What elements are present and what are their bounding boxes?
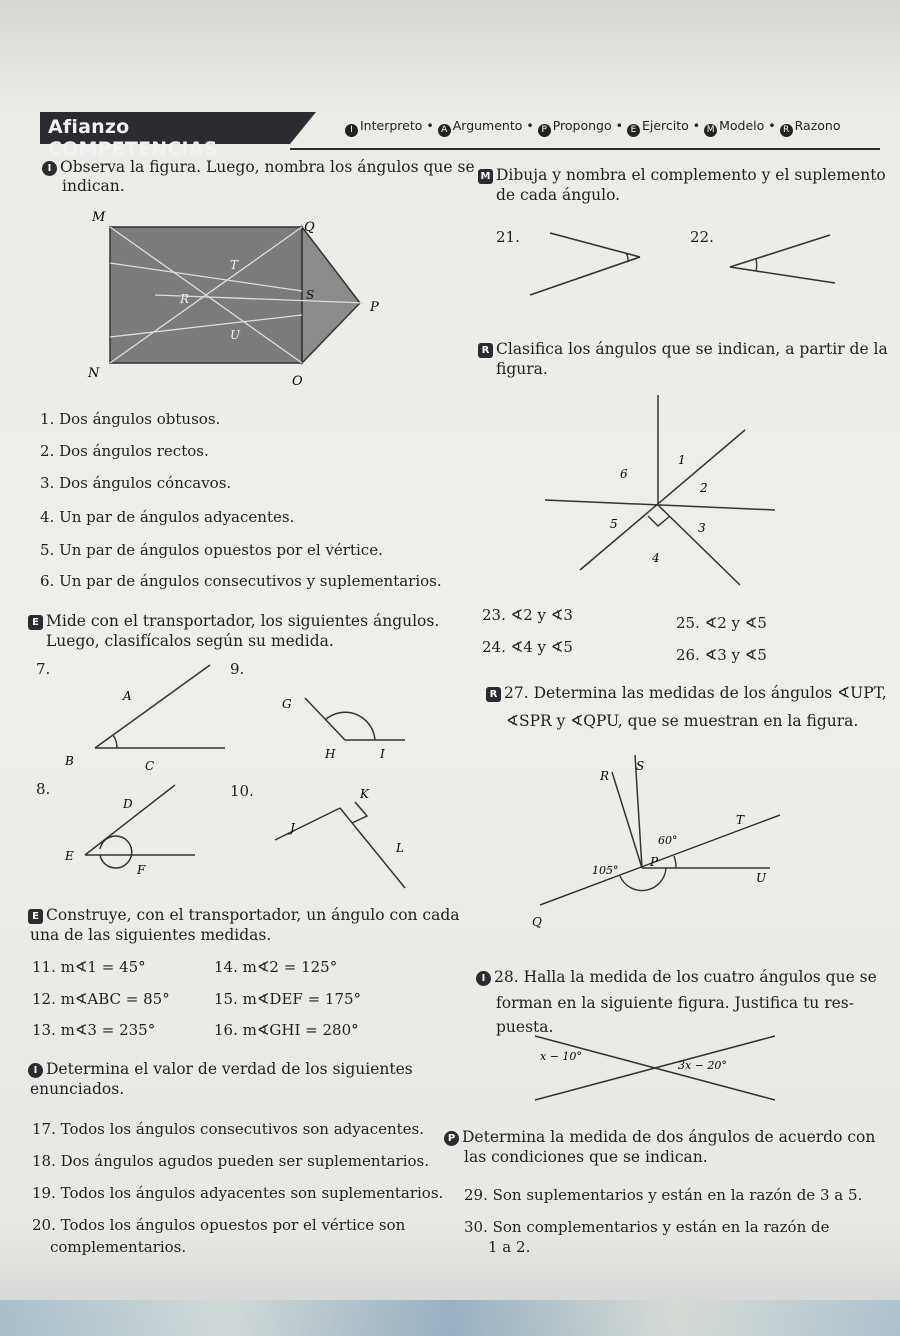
exercise-item: 23. ∢2 y ∢3 [482,606,573,624]
point-label: R [180,292,190,306]
exercise-item: 17. Todos los ángulos consecutivos son adyacentes. [32,1120,424,1138]
exercise-number: 7. [36,660,51,678]
skill-label: Interpreto [360,118,423,133]
instruction-text: Determina la medida de dos ángulos de acuerdo con [462,1128,876,1146]
exercise-item: 29. Son suplementarios y están en la razón de 3 a 5. [464,1186,863,1204]
exercise-number: 9. [230,660,245,678]
point-label: S [636,759,645,773]
propongo-badge-icon: P [444,1131,459,1146]
exercise-number: 22. [690,228,714,246]
instruction-text: las condiciones que se indican. [464,1148,708,1166]
angle-label: 1 [678,453,686,467]
instruction-text: Clasifica los ángulos que se indican, a partir de la [496,340,888,358]
angle-figure-8 [55,780,205,880]
exercise-item: 15. m∢DEF = 175° [214,990,362,1008]
skill-label: Ejercito [641,118,689,133]
instruction-text: Dibuja y nombra el complemento y el suplemento [496,166,886,184]
exercise-item: 4. Un par de ángulos adyacentes. [40,508,295,526]
point-label: P [370,300,379,315]
angle-label: 3 [698,521,706,535]
interpreto-badge-icon: I [476,971,491,986]
skill-badge-icon: A [438,124,451,137]
exercise-item: 25. ∢2 y ∢5 [676,614,767,632]
exercise-item: 16. m∢GHI = 280° [214,1021,359,1039]
exercise-instruction [42,158,475,176]
angle-figure-22 [720,225,840,295]
exercise-number: 8. [36,780,51,798]
exercise-instruction [486,684,887,702]
instruction-text: 27. Determina las medidas de los ángulos ∢UPT, [504,684,887,702]
modelo-badge-icon: M [478,169,493,184]
skill-label: Propongo [552,118,612,133]
exercise-item: 26. ∢3 y ∢5 [676,646,767,664]
exercise-item: 30. Son complementarios y están en la razón de [464,1218,830,1236]
exercise-item: 1. Dos ángulos obtusos. [40,410,221,428]
skill-badge-icon: P [538,124,551,137]
skill-label: Razono [794,118,841,133]
skill-badge-icon: M [704,124,717,137]
point-label: U [756,871,767,885]
exercise-number: 21. [496,228,520,246]
point-label: T [736,813,745,827]
ejercito-badge-icon: E [28,909,43,924]
instruction-text: Mide con el transportador, los siguientes ángulos. [46,612,440,630]
instruction-text: forman en la siguiente figura. Justifica tu res- [496,994,854,1012]
angle-label: 2 [700,481,708,495]
exercise-item: 14. m∢2 = 125° [214,958,338,976]
skills-legend: I Interpreto • A Argumento • P Propongo • E Ejercito • M Modelo • R Razono [345,118,841,137]
point-label: G [282,697,292,711]
point-label: N [88,366,100,381]
exercise-instruction [476,968,877,986]
angle-figure-21 [528,225,668,305]
angle-figure-9 [270,670,410,770]
instruction-text: Construye, con el transportador, un ángulo con cada [46,906,460,924]
angles-figure-23-26 [540,390,780,600]
instruction-text: una de las siguientes medidas. [30,926,272,944]
angle-figure-7 [55,660,235,775]
razono-badge-icon: R [486,687,501,702]
exercise-item: 1 a 2. [488,1238,531,1256]
exercise-item: 11. m∢1 = 45° [32,958,146,976]
instruction-text: Determina el valor de verdad de los siguientes [46,1060,413,1078]
instruction-text: enunciados. [30,1080,125,1098]
point-label: R [600,769,610,783]
instruction-text: figura. [496,360,548,378]
exercise-instruction [28,612,439,630]
exercise-number: 10. [230,782,254,800]
exercise-instruction [444,1128,875,1146]
angle-label: 5 [610,517,618,531]
instruction-text: ∢SPR y ∢QPU, que se muestran en la figura. [506,712,859,730]
section-title: Afianzo COMPETENCIAS [48,116,218,160]
exercise-instruction [28,906,460,924]
instruction-text: puesta. [496,1018,554,1036]
point-label: H [325,747,336,761]
point-label: E [65,849,74,863]
angle-measure: 105° [592,864,619,877]
exercise-item: 6. Un par de ángulos consecutivos y suplementarios. [40,572,442,590]
point-label: K [360,787,369,801]
exercise-item: 13. m∢3 = 235° [32,1021,156,1039]
header-rule [290,148,880,150]
exercise-item: 24. ∢4 y ∢5 [482,638,573,656]
point-label: F [137,863,146,877]
interpreto-badge-icon: I [28,1063,43,1078]
angle-figure-10 [260,780,410,890]
instruction-text: Luego, clasifícalos según su medida. [46,632,334,650]
skill-label: Modelo [719,118,765,133]
point-label: Q [532,915,542,929]
point-label: M [92,210,106,225]
angle-expression: 3x − 20° [678,1059,727,1072]
exercise-instruction [478,166,886,184]
exercise-item: 3. Dos ángulos cóncavos. [40,474,232,492]
instruction-text: 28. Halla la medida de los cuatro ángulos que se [494,968,877,986]
point-label: B [65,754,74,768]
exercise-item: 18. Dos ángulos agudos pueden ser suplementarios. [32,1152,430,1170]
point-label: L [396,841,404,855]
instruction-text: indican. [62,177,125,195]
instruction-text: de cada ángulo. [496,186,621,204]
point-label: T [230,258,239,272]
angle-label: 4 [652,551,660,565]
ejercito-badge-icon: E [28,615,43,630]
angles-figure-28 [530,1028,780,1108]
point-label: J [290,821,295,835]
point-label: P [650,855,659,869]
exercise-item: 12. m∢ABC = 85° [32,990,170,1008]
background-fabric [0,1300,900,1336]
exercise-item: 20. Todos los ángulos opuestos por el vértice son [32,1216,406,1234]
point-label: C [145,759,155,773]
angles-figure-27 [530,750,790,940]
point-label: I [380,747,385,761]
angle-label: 6 [620,467,628,481]
skill-badge-icon: I [345,124,358,137]
instruction-text: Observa la figura. Luego, nombra los ángulos que se [60,158,475,176]
point-label: Q [304,220,315,235]
section-header [40,112,290,160]
exercise-instruction [478,340,888,358]
angle-measure: 60° [658,834,678,847]
rectangle-figure [80,205,400,390]
point-label: S [306,288,315,302]
point-label: U [230,328,241,342]
skill-label: Argumento [452,118,523,133]
point-label: O [292,374,303,389]
exercise-item: 2. Dos ángulos rectos. [40,442,209,460]
exercise-item: complementarios. [50,1238,187,1256]
point-label: D [123,797,133,811]
skill-badge-icon: R [780,124,793,137]
exercise-instruction [28,1060,413,1078]
exercise-item: 19. Todos los ángulos adyacentes son suplementarios. [32,1184,444,1202]
point-label: A [123,689,132,703]
interpreto-badge-icon: I [42,161,57,176]
exercise-item: 5. Un par de ángulos opuestos por el vértice. [40,541,383,559]
skill-badge-icon: E [627,124,640,137]
header-decoration [290,112,316,144]
angle-expression: x − 10° [540,1050,582,1063]
razono-badge-icon: R [478,343,493,358]
